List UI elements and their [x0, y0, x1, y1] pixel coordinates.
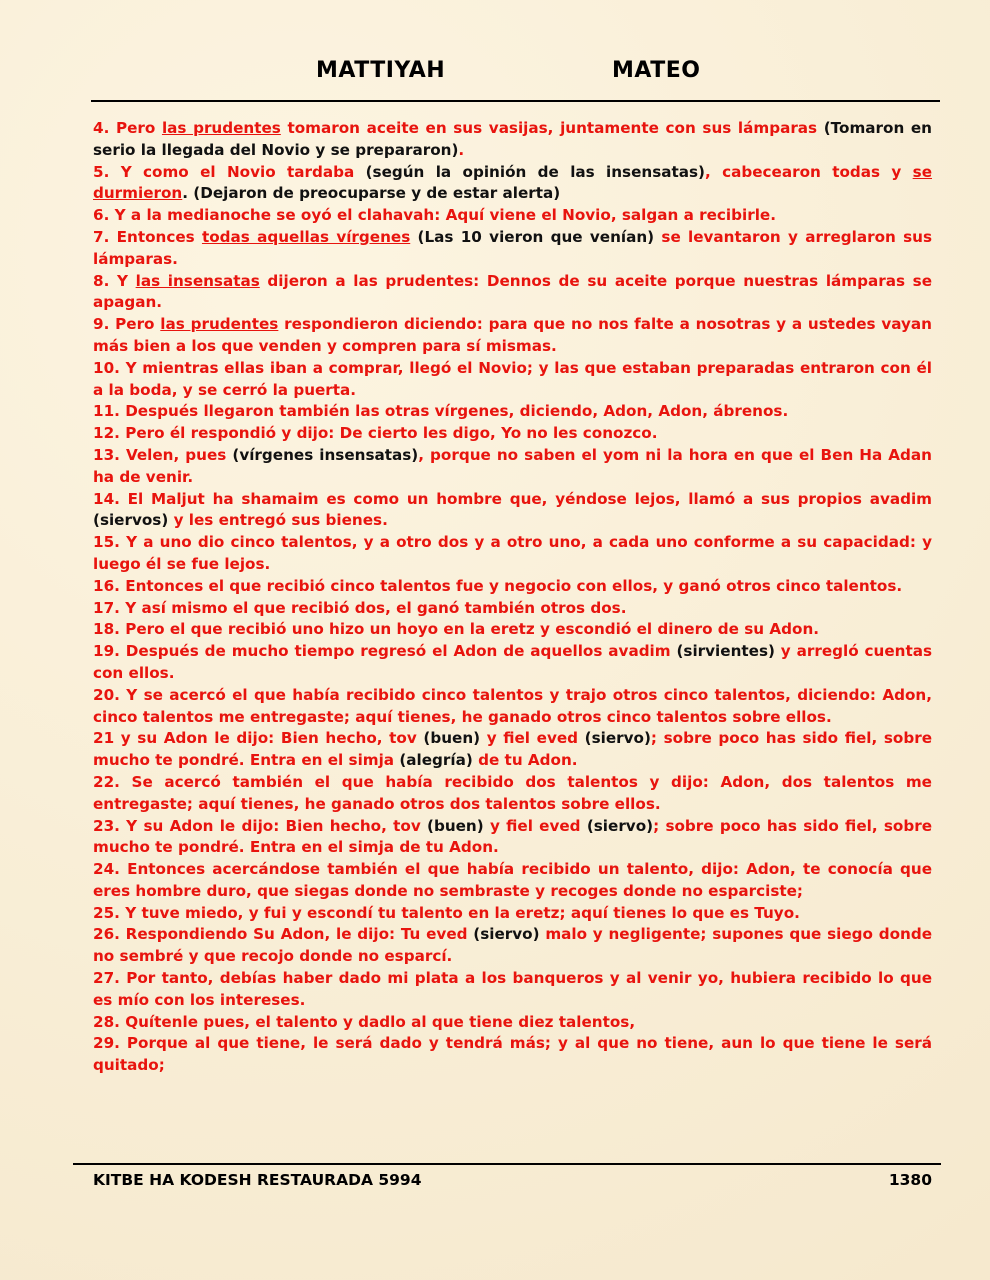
- verse: [93, 358, 932, 402]
- verse-text: 21 y su Adon le dijo: Bien hecho, tov: [93, 729, 424, 748]
- verse-text: 17. Y así mismo el que recibió dos, el ganó también otros dos.: [93, 598, 627, 617]
- verse-text: .: [458, 140, 465, 159]
- page-number: 1380: [888, 1171, 932, 1189]
- underlined-phrase: todas aquellas vírgenes: [201, 227, 411, 246]
- explanatory-note: (Tomaron en serio la llegada del Novio y se prepararon): [93, 119, 932, 159]
- verse: [93, 816, 932, 860]
- explanatory-note: . (Dejaron de preocuparse y de estar alerta): [182, 184, 561, 203]
- verse-text: [410, 228, 417, 246]
- verse-text: 10. Y mientras ellas iban a comprar, llegó el Novio; y las que estaban preparadas entraron con él a la boda, y se cerró la puerta.: [93, 358, 932, 399]
- verse-text: 16. Entonces el que recibió cinco talentos fue y negocio con ellos, y ganó otros cinco talentos.: [93, 576, 903, 595]
- verse: [93, 1012, 932, 1034]
- verse-text: 11. Después llegaron también las otras vírgenes, diciendo, Adon, Adon, ábrenos.: [93, 402, 789, 421]
- verse: [93, 859, 932, 903]
- explanatory-note: (alegría): [399, 751, 473, 770]
- verse-text: 5. Y como el Novio tardaba: [93, 162, 366, 181]
- verse-text: malo y negligente; supones que siego donde no sembré y que recojo donde no esparcí.: [93, 925, 932, 966]
- verse-text: 24. Entonces acercándose también el que había recibido un talento, dijo: Adon, te conocía que eres hombre duro, que siegas donde no sembraste y recoges donde no esparciste;: [93, 860, 932, 900]
- explanatory-note: (siervo): [473, 925, 540, 944]
- footer-book-title: KITBE HA KODESH RESTAURADA 5994: [93, 1171, 422, 1189]
- verse-text: 28. Quítenle pues, el talento y dadlo al que tiene diez talentos,: [93, 1012, 636, 1031]
- underlined-phrase: las prudentes: [161, 119, 281, 137]
- verse-text: 18. Pero el que recibió uno hizo un hoyo en la eretz y escondió el dinero de su Adon.: [93, 620, 820, 639]
- verse-text: y fiel eved: [480, 729, 585, 748]
- explanatory-note: (según la opinión de las insensatas): [365, 162, 705, 181]
- verse: [93, 619, 932, 641]
- verse-text: 27. Por tanto, debías haber dado mi plata a los banqueros y al venir yo, hubiera recibido lo que es mío con los intereses.: [93, 969, 932, 1009]
- verse-text: 13. Velen, pues: [93, 445, 233, 464]
- verse-text: 22. Se acercó también el que había recibido dos talentos y dijo: Adon, dos talentos me entregaste; aquí tienes, he ganado otros dos talentos sobre ellos.: [93, 772, 932, 813]
- verse-text: 20. Y se acercó el que había recibido cinco talentos y trajo otros cinco talentos, diciendo: Adon, cinco talentos me entregaste; aquí tienes, he ganado otros cinco talentos sobre ellos.: [93, 685, 932, 726]
- explanatory-note: (siervo): [586, 816, 654, 835]
- page-header: [0, 58, 990, 92]
- verse-text: 15. Y a uno dio cinco talentos, y a otro dos y a otro uno, a cada uno conforme a su capacidad: y luego él se fue lejos.: [93, 533, 932, 573]
- verse-text: dijeron a las prudentes: Dennos de su aceite porque nuestras lámparas se apagan.: [93, 271, 932, 312]
- verse: [93, 205, 932, 227]
- verse-text: 23. Y su Adon le dijo: Bien hecho, tov: [93, 816, 427, 835]
- verse-text: 19. Después de mucho tiempo regresó el Adon de aquellos avadim: [93, 642, 677, 661]
- verse-text: 29. Porque al que tiene, le será dado y tendrá más; y al que no tiene, aun lo que tiene le será quitado;: [93, 1034, 932, 1075]
- verse: [93, 271, 932, 315]
- verse-body: [93, 118, 932, 1077]
- verse-text: y les entregó sus bienes.: [168, 511, 388, 530]
- verse-text: 7. Entonces: [93, 227, 202, 246]
- verse-text: tomaron aceite en sus vasijas, juntamente con sus lámparas: [280, 119, 824, 137]
- verse: [93, 401, 932, 423]
- explanatory-note: (siervo): [584, 729, 651, 748]
- verse: [93, 227, 932, 271]
- verse: [93, 532, 932, 576]
- explanatory-note: (sirvientes): [676, 642, 775, 661]
- verse-text: ; sobre poco has sido fiel, sobre mucho te pondré. Entra en el simja de tu Adon.: [93, 816, 933, 857]
- header-title-hebrew: MATTIYAH: [316, 58, 446, 83]
- verse: [93, 968, 932, 1012]
- verse: [93, 685, 932, 729]
- footer-divider: [73, 1163, 941, 1165]
- explanatory-note: (buen): [427, 816, 484, 835]
- verse: [93, 924, 932, 968]
- explanatory-note: (vírgenes insensatas): [232, 445, 419, 464]
- verse-text: 12. Pero él respondió y dijo: De cierto les digo, Yo no les conozco.: [93, 424, 658, 443]
- verse: [93, 598, 932, 620]
- verse: [93, 445, 932, 489]
- verse-text: 6. Y a la medianoche se oyó el clahavah: Aquí viene el Novio, salgan a recibirle.: [93, 206, 776, 225]
- explanatory-note: (Las 10 vieron que venían): [417, 227, 655, 246]
- verse-text: de tu Adon.: [472, 751, 578, 770]
- explanatory-note: (siervos): [93, 511, 169, 530]
- verse-text: y fiel eved: [483, 816, 587, 835]
- verse-text: 9. Pero: [93, 315, 161, 334]
- verse-text: 8. Y: [93, 271, 136, 290]
- verse-text: respondieron diciendo: para que no nos falte a nosotras y a ustedes vayan más bien a los que venden y compren para sí mismas.: [93, 315, 932, 355]
- verse-text: 25. Y tuve miedo, y fui y escondí tu talento en la eretz; aquí tienes lo que es Tuyo.: [93, 903, 800, 922]
- verse: [93, 641, 932, 685]
- verse: [93, 772, 932, 816]
- header-title-spanish: MATEO: [612, 58, 701, 83]
- verse-text: se levantaron y arreglaron sus lámparas.: [93, 227, 932, 268]
- verse: [93, 489, 932, 533]
- verse: [93, 314, 932, 358]
- verse-text: y arregló cuentas con ellos.: [93, 642, 932, 682]
- explanatory-note: (buen): [423, 729, 481, 748]
- verse: [93, 118, 932, 162]
- header-divider: [91, 100, 940, 102]
- verse: [93, 728, 932, 772]
- verse: [93, 1033, 932, 1077]
- verse-text: 26. Respondiendo Su Adon, le dijo: Tu eved: [93, 925, 474, 944]
- underlined-phrase: se durmieron: [93, 162, 932, 203]
- verse-text: ; sobre poco has sido fiel, sobre mucho te pondré. Entra en el simja: [93, 729, 933, 770]
- verse-text: , cabecearon todas y: [705, 162, 913, 181]
- underlined-phrase: las prudentes: [160, 315, 279, 334]
- verse: [93, 903, 932, 925]
- verse: [93, 423, 932, 445]
- verse: [93, 576, 932, 598]
- verse-text: , porque no saben el yom ni la hora en que el Ben Ha Adan ha de venir.: [93, 445, 932, 486]
- page-footer: [93, 1171, 932, 1193]
- underlined-phrase: las insensatas: [135, 271, 260, 290]
- verse-text: 4. Pero: [93, 119, 162, 137]
- verse-text: 14. El Maljut ha shamaim es como un hombre que, yéndose lejos, llamó a sus propios avadim: [93, 489, 932, 508]
- verse: [93, 162, 932, 206]
